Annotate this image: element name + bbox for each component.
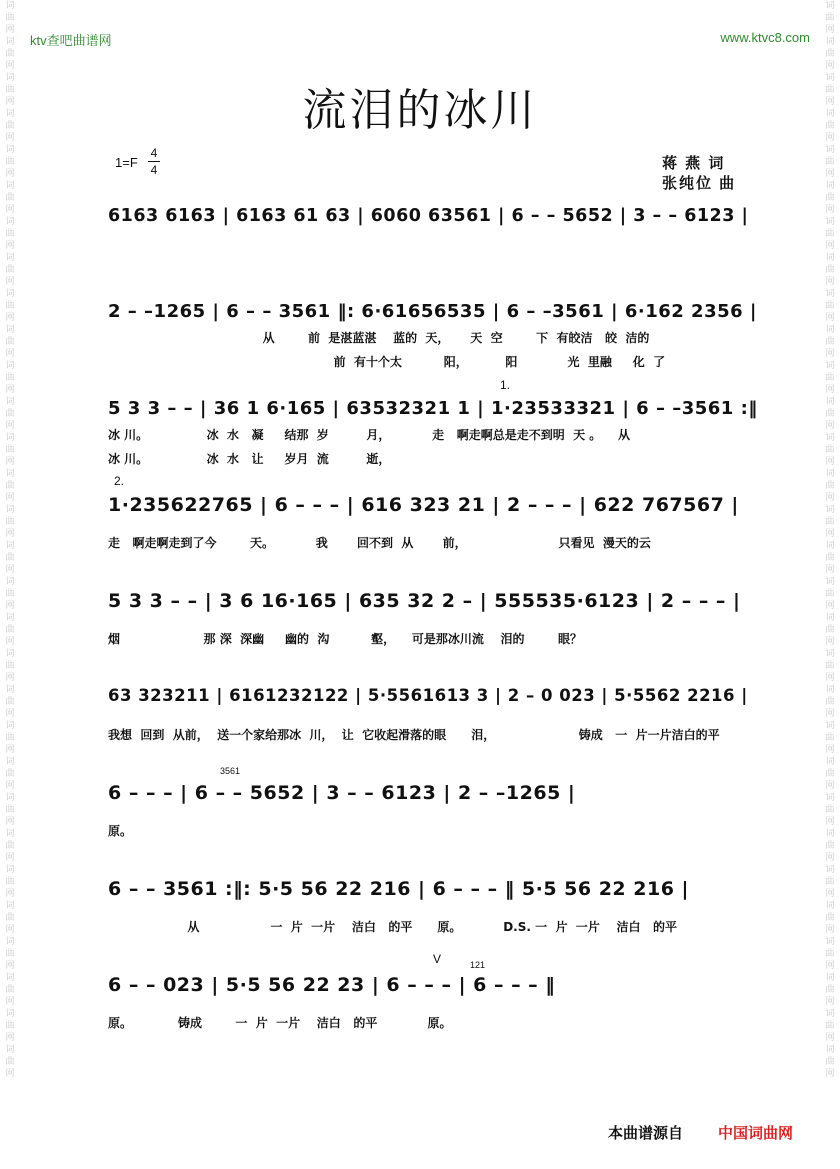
key-signature: 1=F	[115, 155, 138, 170]
lyric-verse-2: 前 有十个太 阳， 阳 光 里融 化 了	[108, 355, 666, 369]
lyric-line: 原。	[108, 824, 133, 838]
lyric-line: 烟 那 深 深幽 幽的 沟 壑， 可是那冰川流 泪的 眼？	[108, 632, 582, 646]
time-signature-bottom: 4	[150, 163, 158, 177]
notation-line: 1·235622765 | 6 – – – | 616 323 21 | 2 – – – | 622 767567 |	[108, 494, 739, 516]
grace-note-2: 121	[470, 960, 486, 970]
source-label: 本曲谱源自	[608, 1125, 684, 1142]
lyric-line: 我想 回到 从前， 送一个家给那冰 川， 让 它收起滑落的眼 泪， 铸成 一 片一片洁白的平	[108, 728, 720, 742]
side-watermark-right: 词曲网词曲网词曲网词曲网词曲网词曲网词曲网词曲网词曲网词曲网词曲网词曲网词曲网词曲网词曲网词曲网词曲网词曲网词曲网词曲网词曲网词曲网词曲网词曲网词曲网词曲网词曲网词曲网词曲网词曲网	[825, 1, 835, 1079]
breath-mark: V	[433, 952, 442, 966]
volta-2-label: 2.	[114, 474, 125, 488]
lyric-line: 走 啊走啊走到了今 天。 我 回不到 从 前， 只看见 漫天的云	[108, 536, 651, 550]
time-signature-line	[148, 161, 160, 162]
time-signature-top: 4	[150, 146, 158, 160]
notation-line: 6 – – – | 6 – – 5652 | 3 – – 6123 | 2 – –1265 |	[108, 782, 576, 804]
lyric-line: 原。 铸成 一 片 一片 洁白 的平 原。	[108, 1016, 452, 1030]
time-signature	[148, 146, 160, 177]
side-watermark-left: 词曲网词曲网词曲网词曲网词曲网词曲网词曲网词曲网词曲网词曲网词曲网词曲网词曲网词曲网词曲网词曲网词曲网词曲网词曲网词曲网词曲网词曲网词曲网词曲网词曲网词曲网词曲网词曲网词曲网词曲网	[5, 1, 15, 1079]
notation-line: 6 – – 023 | 5·5 56 22 23 | 6 – – – | 6 – – – ‖	[108, 974, 556, 996]
lyric-line: 从 一 片 一片 洁白 的平 原。 D.S. 一 片 一片 洁白 的平	[108, 920, 678, 934]
grace-note: 3561	[220, 766, 241, 776]
notation-line: 6 – – 3561 :‖: 5·5 56 22 216 | 6 – – – ‖ 5·5 56 22 216 |	[108, 878, 689, 900]
notation-line: 2 – –1265 | 6 – – 3561 ‖: 6·61656535 | 6 – –3561 | 6·162 2356 |	[108, 301, 757, 322]
notation-line: 63 323211 | 6161232122 | 5·5561613 3 | 2 – 0 023 | 5·5562 2216 |	[108, 686, 748, 705]
site-watermark-left: ktv查吧曲谱网	[30, 33, 112, 48]
lyric-verse-1: 从 前 是湛蓝湛 蓝的 天， 天 空 下 有皎洁 皎 洁的	[108, 331, 650, 345]
site-watermark-right: www.ktvc8.com	[720, 30, 810, 45]
lyric-verse-1: 冰 川。 冰 水 凝 结那 岁 月， 走 啊走啊总是走不到明 天 。 从	[108, 428, 630, 442]
lyricist-credit: 蒋 燕 词	[662, 155, 726, 172]
composer-credit: 张纯位 曲	[662, 175, 737, 192]
notation-line: 5 3 3 – – | 3 6 16·165 | 635 32 2 – | 555535·6123 | 2 – – – |	[108, 590, 741, 612]
volta-1-label: 1.	[500, 378, 511, 392]
lyric-verse-2: 冰 川。 冰 水 让 岁月 流 逝，	[108, 452, 391, 466]
source-site-link[interactable]: 中国词曲网	[718, 1125, 794, 1142]
notation-line: 6163 6163 | 6163 61 63 | 6060 63561 | 6 – – 5652 | 3 – – 6123 |	[108, 206, 749, 226]
notation-line: 5 3 3 – – | 36 1 6·165 | 63532321 1 | 1·23533321 | 6 – –3561 :‖	[108, 398, 758, 419]
song-title: 流泪的冰川	[302, 85, 538, 136]
